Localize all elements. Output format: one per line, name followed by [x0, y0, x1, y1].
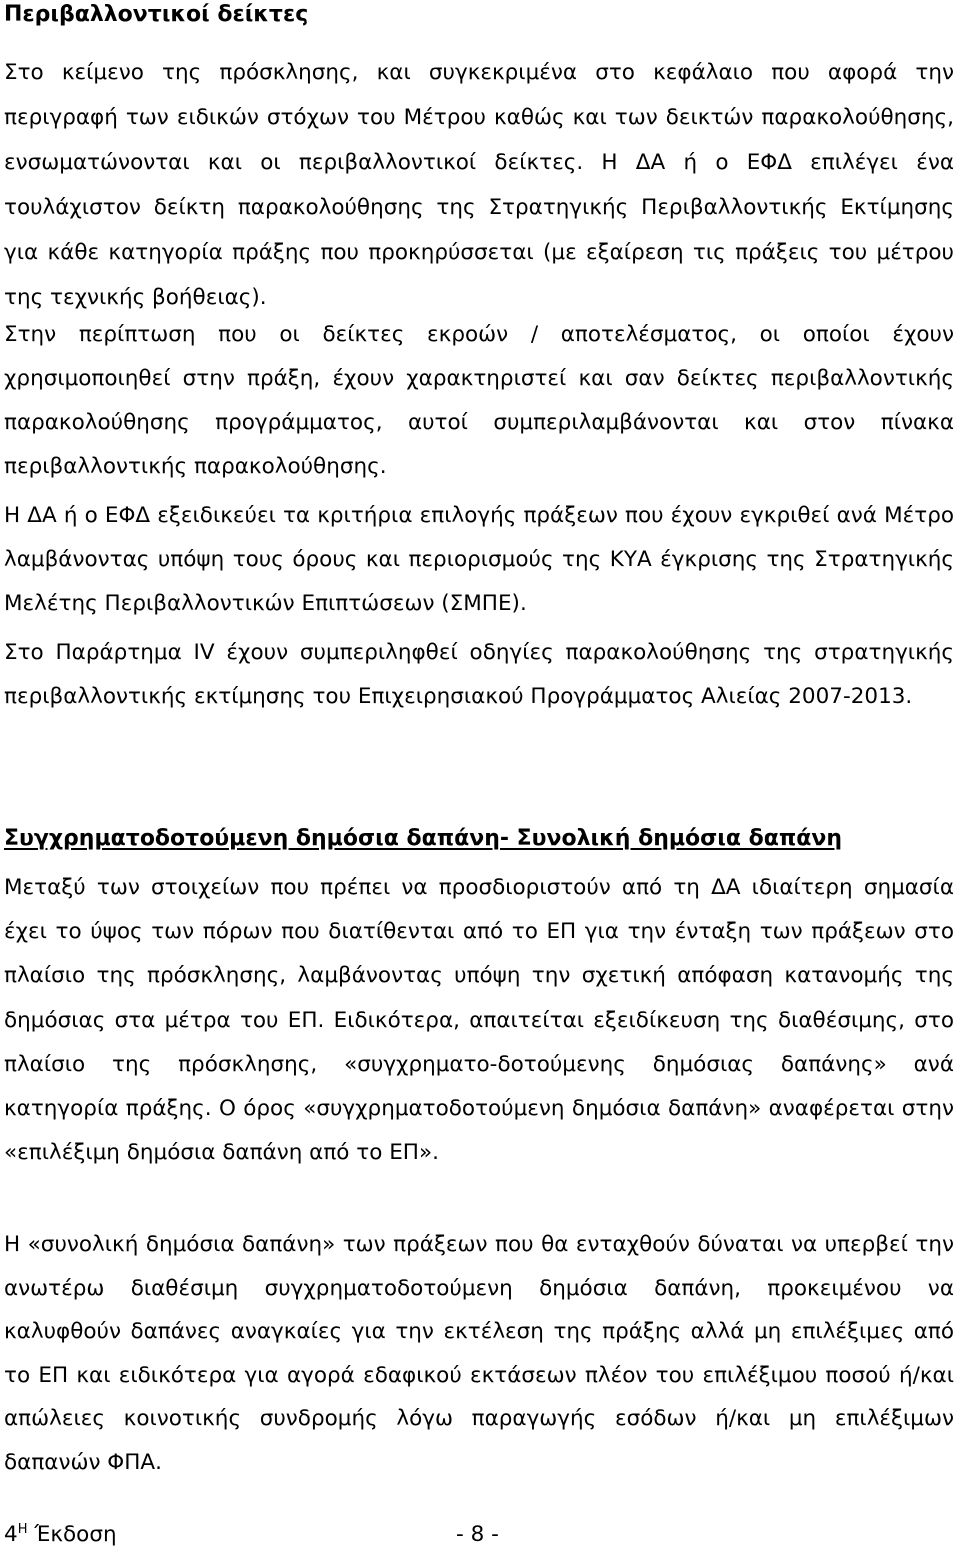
- paragraph-env-4: Στο Παράρτημα IV έχουν συμπεριληφθεί οδηγίες παρακολούθησης της στρατηγικής περιβαλλοντικής εκτίμησης του Επιχειρησιακού Προγράμματος Αλιείας 2007-2013.: [4, 640, 954, 709]
- section-title-public-expenditure: Συγχρηματοδοτούμενη δημόσια δαπάνη- Συνολική δημόσια δαπάνη: [4, 826, 843, 851]
- paragraph-env-2: Στην περίπτωση που οι δείκτες εκροών / αποτελέσματος, οι οποίοι έχουν χρησιμοποιηθεί στην πράξη, έχουν χαρακτηριστεί και σαν δείκτες περιβαλλοντικής παρακολούθησης προγράμματος, αυτοί συμπεριλαμβάνονται και στον πίνακα περιβαλλοντικής παρακολούθησης.: [4, 322, 954, 479]
- edition-text: Έκδοση: [34, 1522, 117, 1547]
- section-title-env-indicators: Περιβαλλοντικοί δείκτες: [4, 2, 309, 27]
- paragraph-env-1: Στο κείμενο της πρόσκλησης, και συγκεκριμένα στο κεφάλαιο που αφορά την περιγραφή των ειδικών στόχων του Μέτρου καθώς και των δεικτών παρακολούθησης, ενσωματώνονται και οι περιβαλλοντικοί δείκτες. Η ΔΑ ή ο ΕΦΔ επιλέγει ένα τουλάχιστον δείκτη παρακολούθησης της Στρατηγικής Περιβαλλοντικής Εκτίμησης για κάθε κατηγορία πράξης που προκηρύσσεται (με εξαίρεση τις πράξεις του μέτρου της τεχνικής βοήθειας).: [4, 60, 954, 310]
- edition-number: 4: [4, 1522, 18, 1547]
- edition-label: [4, 1522, 117, 1547]
- page-number: - 8 -: [456, 1522, 499, 1547]
- edition-superscript: Η: [17, 1522, 28, 1537]
- paragraph-exp-2: Η «συνολική δημόσια δαπάνη» των πράξεων που θα ενταχθούν δύναται να υπερβεί την ανωτέρω διαθέσιμη συγχρηματοδοτούμενη δημόσια δαπάνη, προκειμένου να καλυφθούν δαπάνες αναγκαίες για την εκτέλεση της πράξης αλλά μη επιλέξιμες από το ΕΠ και ειδικότερα για αγορά εδαφικού εκτάσεων πλέον του επιλέξιμου ποσού ή/και απώλειες κοινοτικής συνδρομής λόγω παραγωγής εσόδων ή/και μη επιλέξιμων δαπανών ΦΠΑ.: [4, 1232, 954, 1475]
- paragraph-exp-1: Μεταξύ των στοιχείων που πρέπει να προσδιοριστούν από τη ΔΑ ιδιαίτερη σημασία έχει το ύψος των πόρων που διατίθενται από το ΕΠ για την ένταξη των πράξεων στο πλαίσιο της πρόσκλησης, λαμβάνοντας υπόψη την σχετική απόφαση κατανομής της δημόσιας στα μέτρα του ΕΠ. Ειδικότερα, απαιτείται εξειδίκευση της διαθέσιμης, στο πλαίσιο της πρόσκλησης, «συγχρηματο-δοτούμενης δημόσιας δαπάνης» ανά κατηγορία πράξης. Ο όρος «συγχρηματοδοτούμενη δημόσια δαπάνη» αναφέρεται στην «επιλέξιμη δημόσια δαπάνη από το ΕΠ».: [4, 875, 954, 1166]
- paragraph-env-3: Η ΔΑ ή ο ΕΦΔ εξειδικεύει τα κριτήρια επιλογής πράξεων που έχουν εγκριθεί ανά Μέτρο λαμβάνοντας υπόψη τους όρους και περιορισμούς της ΚΥΑ έγκρισης της Στρατηγικής Μελέτης Περιβαλλοντικών Επιπτώσεων (ΣΜΠΕ).: [4, 503, 954, 616]
